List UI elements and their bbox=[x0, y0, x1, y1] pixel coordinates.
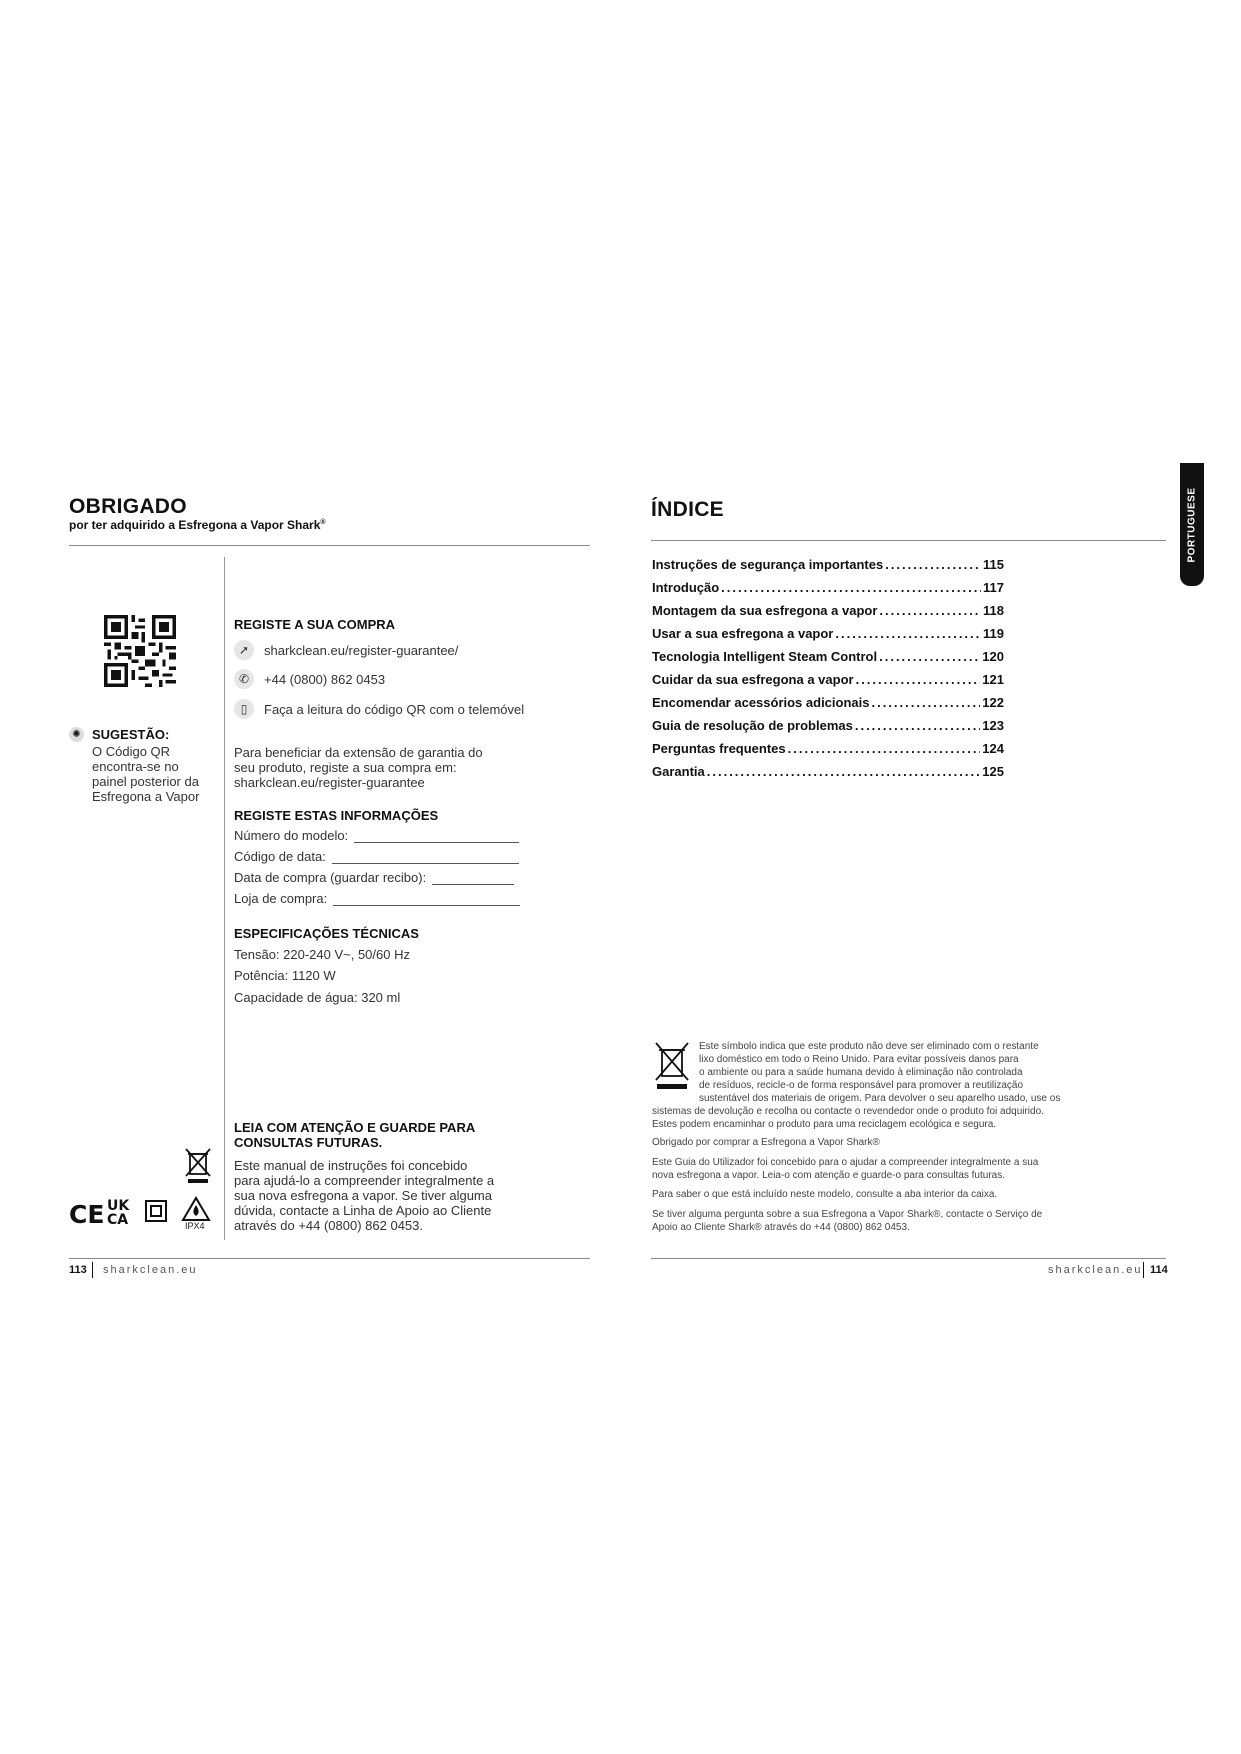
qr-code bbox=[104, 615, 176, 692]
weee-text-indented bbox=[699, 1040, 1060, 1105]
register-qr-text: Faça a leitura do código QR com o telemóvel bbox=[264, 701, 525, 717]
toc-page: 117 bbox=[983, 580, 1004, 595]
read-line: para ajudá-lo a compreender integralmente a bbox=[234, 1173, 495, 1188]
footer-site[interactable]: sharkclean.eu bbox=[1048, 1264, 1143, 1276]
field-store bbox=[234, 891, 520, 906]
language-tab[interactable] bbox=[1180, 463, 1204, 586]
field-blank[interactable] bbox=[432, 872, 514, 885]
toc-dots bbox=[885, 557, 981, 572]
toc-label: Guia de resolução de problemas bbox=[652, 718, 853, 733]
field-model bbox=[234, 828, 519, 843]
tip-text bbox=[92, 744, 199, 804]
toc-item[interactable] bbox=[652, 580, 1004, 595]
toc-dots bbox=[879, 603, 981, 618]
guide-text bbox=[652, 1156, 1038, 1182]
ipx-label: IPX4 bbox=[185, 1221, 205, 1231]
register-para-line: Para beneficiar da extensão de garantia do bbox=[234, 745, 483, 760]
register-url[interactable]: sharkclean.eu/register-guarantee/ bbox=[264, 642, 459, 658]
toc-dots bbox=[707, 764, 981, 779]
guide-line: nova esfregona a vapor. Leia-o com atenção e guarde-o para consultas futuras. bbox=[652, 1170, 1006, 1181]
toc-dots bbox=[871, 695, 980, 710]
toc-item[interactable] bbox=[652, 695, 1004, 710]
field-label: Número do modelo: bbox=[234, 828, 349, 843]
toc-page: 124 bbox=[982, 741, 1004, 756]
weee-line: sistemas de devolução e recolha ou contacte o revendedor onde o produto foi adquirido. bbox=[652, 1106, 1044, 1117]
toc-label: Perguntas frequentes bbox=[652, 741, 786, 756]
read-line: através do +44 (0800) 862 0453. bbox=[234, 1218, 424, 1233]
field-blank[interactable] bbox=[354, 830, 519, 843]
subtitle-text: por ter adquirido a Esfregona a Vapor Shark bbox=[69, 518, 321, 532]
field-date-code bbox=[234, 849, 519, 864]
smartphone-icon: ▯ bbox=[234, 699, 254, 719]
weee-line: de resíduos, recicle-o de forma responsável para promover a reutilização bbox=[699, 1080, 1024, 1091]
toc-dots bbox=[879, 649, 980, 664]
toc-label: Cuidar da sua esfregona a vapor bbox=[652, 672, 854, 687]
info-title: REGISTE ESTAS INFORMAÇÕES bbox=[234, 808, 439, 823]
tip-title: SUGESTÃO: bbox=[92, 727, 170, 742]
weee-line: o ambiente ou para a saúde humana devido à eliminação não controlada bbox=[699, 1067, 1023, 1078]
register-paragraph bbox=[234, 745, 483, 790]
toc-page: 118 bbox=[983, 603, 1004, 618]
weee-bin-icon bbox=[183, 1146, 213, 1189]
footer-separator bbox=[1143, 1262, 1144, 1278]
toc-item[interactable] bbox=[652, 672, 1004, 687]
toc-item[interactable] bbox=[652, 741, 1004, 756]
toc-label: Instruções de segurança importantes bbox=[652, 557, 884, 572]
toc-page: 119 bbox=[983, 626, 1004, 641]
toc-item[interactable] bbox=[652, 603, 1004, 618]
weee-line: Este símbolo indica que este produto não deve ser eliminado com o restante bbox=[699, 1041, 1039, 1052]
page-subtitle bbox=[69, 518, 326, 532]
register-url-row bbox=[234, 640, 458, 660]
weee-line: sustentável dos materiais de origem. Para devolver o seu aparelho usado, use os bbox=[699, 1093, 1061, 1104]
question-line: Se tiver alguma pergunta sobre a sua Esfregona a Vapor Shark®, contacte o Serviço de bbox=[652, 1209, 1043, 1220]
weee-line: lixo doméstico em todo o Reino Unido. Para evitar possíveis danos para bbox=[699, 1054, 1019, 1065]
ce-mark: CE bbox=[69, 1200, 105, 1229]
footer-site[interactable]: sharkclean.eu bbox=[103, 1264, 198, 1276]
read-line: sua nova esfregona a vapor. Se tiver alguma bbox=[234, 1188, 492, 1203]
field-label: Loja de compra: bbox=[234, 891, 328, 906]
toc-item[interactable] bbox=[652, 626, 1004, 641]
toc-page: 122 bbox=[982, 695, 1004, 710]
class-ii-icon bbox=[145, 1200, 167, 1222]
header-rule bbox=[69, 545, 590, 546]
register-phone: +44 (0800) 862 0453 bbox=[264, 671, 386, 687]
spec-capacity: Capacidade de água: 320 ml bbox=[234, 990, 401, 1005]
weee-line: Estes podem encaminhar o produto para uma reciclagem ecológica e segura. bbox=[652, 1119, 997, 1130]
toc-page: 115 bbox=[983, 557, 1004, 572]
toc-page: 121 bbox=[982, 672, 1004, 687]
toc-label: Encomendar acessórios adicionais bbox=[652, 695, 870, 710]
toc-dots bbox=[835, 626, 981, 641]
read-title-1: LEIA COM ATENÇÃO E GUARDE PARA bbox=[234, 1120, 476, 1135]
ukca-mark bbox=[107, 1199, 129, 1227]
tip-line: Esfregona a Vapor bbox=[92, 789, 200, 804]
spec-power: Potência: 1120 W bbox=[234, 968, 336, 983]
register-phone-row bbox=[234, 669, 385, 689]
ukca-line: UK bbox=[107, 1198, 130, 1214]
toc-dots bbox=[788, 741, 981, 756]
toc-label: Montagem da sua esfregona a vapor bbox=[652, 603, 878, 618]
field-label: Código de data: bbox=[234, 849, 326, 864]
toc-item[interactable] bbox=[652, 557, 1004, 572]
column-divider bbox=[224, 557, 225, 1240]
footer-rule bbox=[651, 1258, 1166, 1259]
toc-dots bbox=[856, 672, 981, 687]
read-title-2: CONSULTAS FUTURAS. bbox=[234, 1135, 383, 1150]
read-paragraph bbox=[234, 1158, 494, 1233]
question-line: Apoio ao Cliente Shark® através do +44 (0800) 862 0453. bbox=[652, 1222, 910, 1233]
subtitle-reg: ® bbox=[320, 519, 326, 526]
field-blank[interactable] bbox=[332, 851, 519, 864]
language-tab-label: PORTUGUESE bbox=[1186, 486, 1198, 563]
toc-rule bbox=[651, 540, 1166, 541]
weee-text bbox=[652, 1105, 1044, 1131]
page-number: 113 bbox=[69, 1264, 87, 1276]
read-line: dúvida, contacte a Linha de Apoio ao Cliente bbox=[234, 1203, 492, 1218]
tip-line: O Código QR bbox=[92, 744, 171, 759]
footer-rule bbox=[69, 1258, 590, 1259]
page-title-obrigado: OBRIGADO bbox=[69, 495, 187, 518]
field-purchase-date bbox=[234, 870, 514, 885]
specs-title: ESPECIFICAÇÕES TÉCNICAS bbox=[234, 926, 419, 941]
toc-page: 123 bbox=[982, 718, 1004, 733]
read-line: Este manual de instruções foi concebido bbox=[234, 1158, 468, 1173]
ukca-line: CA bbox=[107, 1212, 129, 1228]
mouse-pointer-icon: ➚ bbox=[234, 640, 254, 660]
spec-voltage: Tensão: 220-240 V~, 50/60 Hz bbox=[234, 947, 410, 962]
footer-separator bbox=[92, 1262, 93, 1278]
toc-item[interactable] bbox=[652, 649, 1004, 664]
toc-dots bbox=[855, 718, 980, 733]
page-number: 114 bbox=[1150, 1264, 1168, 1276]
toc-item[interactable] bbox=[652, 718, 1004, 733]
toc-label: Garantia bbox=[652, 764, 705, 779]
register-title: REGISTE A SUA COMPRA bbox=[234, 617, 396, 632]
guide-line: Este Guia do Utilizador foi concebido para o ajudar a compreender integralmente a sua bbox=[652, 1157, 1039, 1168]
tip-line: encontra-se no bbox=[92, 759, 179, 774]
register-qr-row bbox=[234, 699, 524, 719]
tip-line: painel posterior da bbox=[92, 774, 199, 789]
toc-page: 125 bbox=[982, 764, 1004, 779]
register-para-line: seu produto, registe a sua compra em: bbox=[234, 760, 457, 775]
toc-item[interactable] bbox=[652, 764, 1004, 779]
weee-bin-icon bbox=[652, 1040, 692, 1095]
toc-title: ÍNDICE bbox=[651, 498, 724, 521]
lightbulb-icon: ✺ bbox=[69, 727, 84, 742]
toc-page: 120 bbox=[982, 649, 1004, 664]
field-blank[interactable] bbox=[333, 893, 520, 906]
field-label: Data de compra (guardar recibo): bbox=[234, 870, 427, 885]
register-para-line: sharkclean.eu/register-guarantee bbox=[234, 775, 425, 790]
toc-dots bbox=[721, 580, 981, 595]
phone-icon: ✆ bbox=[234, 669, 254, 689]
toc-label: Tecnologia Intelligent Steam Control bbox=[652, 649, 878, 664]
question-text bbox=[652, 1208, 1042, 1234]
toc-label: Usar a sua esfregona a vapor bbox=[652, 626, 834, 641]
included-text: Para saber o que está incluído neste modelo, consulte a aba interior da caixa. bbox=[652, 1189, 998, 1200]
toc-label: Introdução bbox=[652, 580, 720, 595]
thanks-text: Obrigado por comprar a Esfregona a Vapor Shark® bbox=[652, 1137, 880, 1148]
